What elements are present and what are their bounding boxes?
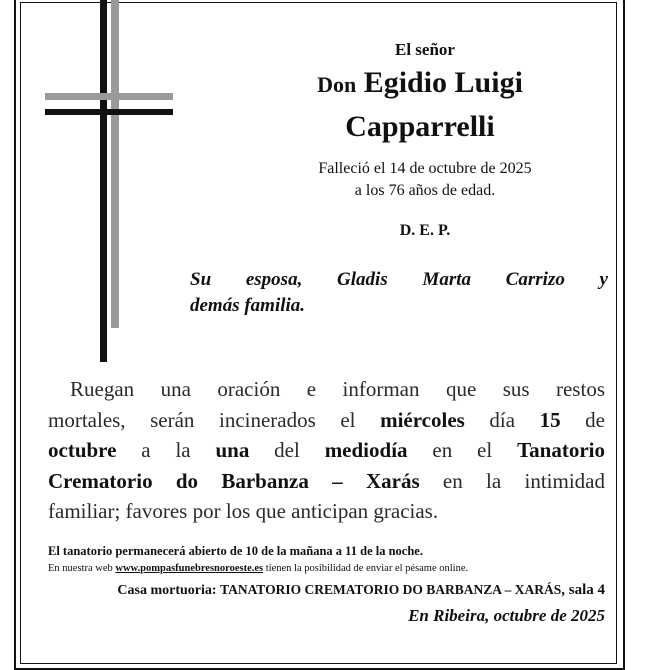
rip-text: D. E. P. [399,222,451,239]
funeral-home-room: , sala 4 [561,582,605,598]
body-text: a la [116,438,216,462]
honorific: Don [317,72,357,97]
web-prefix: En nuestra web [48,563,116,574]
deceased-surname: Capparrelli [345,110,495,143]
family-mourners [190,267,608,319]
body-venue: Crematorio do Barbanza – Xarás [48,468,420,493]
body-hour: una [215,438,250,462]
body-venue-start: Tanatorio [517,438,605,462]
body-date-number: 15 [539,407,561,432]
body-text: día [464,407,540,432]
body-time-of-day: mediodía [324,438,408,462]
body-text: mortales, serán incinerados el [48,407,381,432]
place-and-date: En Ribeira, octubre de 2025 [408,606,605,625]
first-names: Egidio Luigi [363,66,523,99]
death-date: Falleció el 14 de octubre de 2025 [318,160,532,177]
body-text: del [249,438,325,462]
cross-horizontal-gray [45,93,173,100]
body-line5: familiar; favores por los que anticipan gracias. [48,499,439,523]
age-at-death: a los 76 años de edad. [354,182,496,199]
body-line1: Ruegan una oración e informan que sus restos [70,377,605,401]
title-prefix: El señor [395,40,455,59]
website-link[interactable]: www.pompasfunebresnoroeste.es [115,563,264,574]
funeral-home [70,582,605,599]
web-notice [48,563,468,574]
body-month: octubre [48,438,117,462]
family-line1: Su esposa, Gladis Marta Carrizo y [190,269,608,290]
cross-vertical-gray [111,0,119,328]
cross-vertical-black [100,0,107,362]
announcement-body [48,374,605,527]
body-line3 [48,435,605,466]
deceased-name-line1 [230,66,610,100]
body-line2 [48,405,605,436]
opening-hours: El tanatorio permanecerá abierto de 10 de la mañana a 11 de la noche. [48,544,423,558]
family-line2: demás familia. [190,295,306,316]
body-line4 [48,466,605,497]
body-day: miércoles [380,407,465,432]
body-text: en el [407,438,518,462]
body-text: de [560,407,605,432]
web-suffix: tienen la posibilidad de enviar el pésame online. [263,563,469,574]
funeral-home-place: TANATORIO CREMATORIO DO BARBANZA – XARÁS [220,582,562,597]
body-text: en la intimidad [419,468,605,493]
cross-horizontal-black [45,109,173,115]
funeral-home-label: Casa mortuoria: [117,583,221,598]
